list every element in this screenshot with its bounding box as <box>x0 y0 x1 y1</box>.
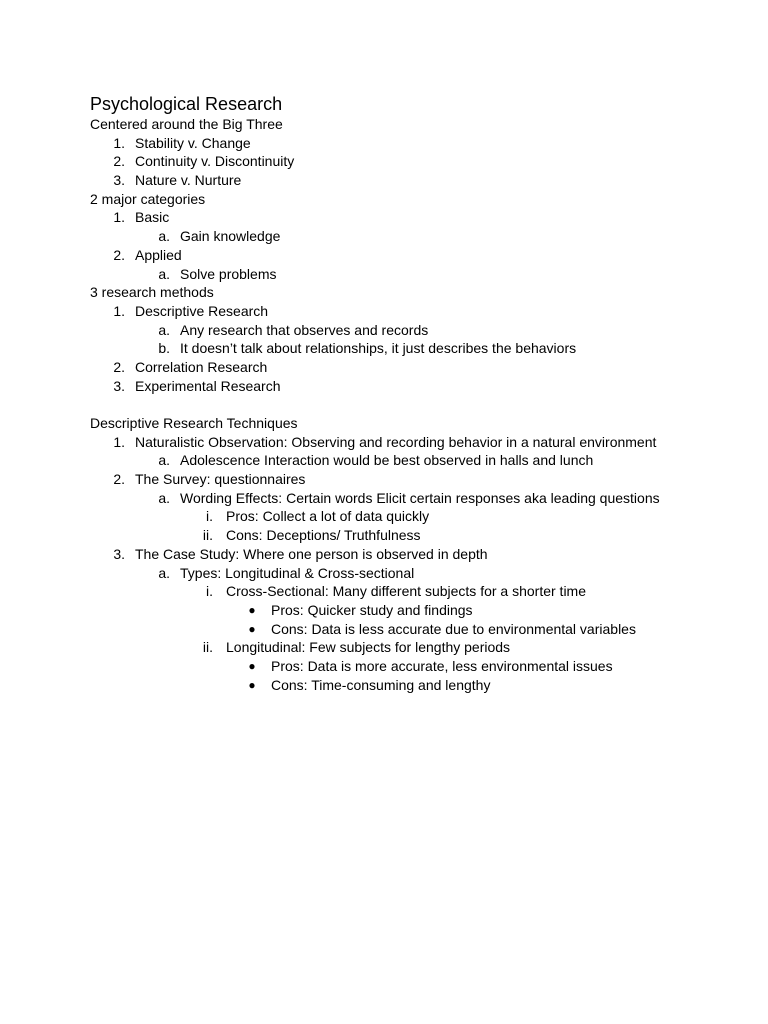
list-item-text: Any research that observes and records <box>180 321 429 338</box>
list-item-text: Continuity v. Discontinuity <box>135 153 295 170</box>
list-item-text: Cons: Data is less accurate due to environmental variables <box>271 620 636 637</box>
section-heading: Centered around the Big Three <box>90 116 283 132</box>
list-item <box>90 433 730 452</box>
list-item-text: Applied <box>135 246 182 263</box>
list-item-text: Experimental Research <box>135 377 281 394</box>
list-item <box>90 302 730 321</box>
list-item-text: Pros: Data is more accurate, less environmental issues <box>271 657 613 674</box>
list-item <box>90 246 730 265</box>
list-item <box>90 620 730 639</box>
list-item <box>90 208 730 227</box>
list-marker: 1. <box>113 302 125 319</box>
list-item <box>90 377 730 396</box>
list-marker: a. <box>158 489 170 506</box>
list-marker: i. <box>206 508 213 525</box>
list-marker: b. <box>158 340 170 357</box>
list-item <box>90 171 730 190</box>
list-item <box>90 545 730 564</box>
bullet-marker: ● <box>248 658 256 673</box>
list-item-text: Adolescence Interaction would be best observed in halls and lunch <box>180 452 594 469</box>
list-item-text: Cons: Deceptions/ Truthfulness <box>226 527 421 544</box>
list-marker: ii. <box>202 527 213 544</box>
list-item-text: Longitudinal: Few subjects for lengthy periods <box>226 639 511 656</box>
list-item-text: Basic <box>135 209 170 226</box>
list-item-text: The Case Study: Where one person is observed in depth <box>135 545 488 562</box>
list-item <box>90 152 730 171</box>
list-item <box>90 507 730 526</box>
document-title: Psychological Research <box>90 94 283 114</box>
list-marker: 1. <box>113 209 125 226</box>
list-marker: i. <box>206 583 213 600</box>
list-marker: 3. <box>113 377 125 394</box>
list-marker: 2. <box>113 471 125 488</box>
list-item-text: Cross-Sectional: Many different subjects for a shorter time <box>226 583 587 600</box>
list-item-text: Wording Effects: Certain words Elicit certain responses aka leading questions <box>180 489 660 506</box>
list-item-text: Solve problems <box>180 265 277 282</box>
list-marker: 1. <box>113 433 125 450</box>
list-item <box>90 358 730 377</box>
list-marker: 3. <box>113 545 125 562</box>
list-marker: 2. <box>113 246 125 263</box>
list-item-text: Cons: Time-consuming and lengthy <box>271 676 491 693</box>
list-item <box>90 526 730 545</box>
list-marker: a. <box>158 228 170 245</box>
list-item <box>90 339 730 358</box>
list-item <box>90 582 730 601</box>
document-page <box>90 93 730 694</box>
list-item-text: It doesn’t talk about relationships, it just describes the behaviors <box>180 340 577 357</box>
list-item <box>90 676 730 695</box>
list-item <box>90 601 730 620</box>
blank-line <box>90 395 730 414</box>
list-item-text: Naturalistic Observation: Observing and recording behavior in a natural environment <box>135 433 657 450</box>
list-item <box>90 134 730 153</box>
bullet-marker: ● <box>248 677 256 692</box>
list-item-text: Pros: Quicker study and findings <box>271 601 473 618</box>
list-item <box>90 657 730 676</box>
list-marker: 2. <box>113 153 125 170</box>
section-heading: 3 research methods <box>90 284 214 301</box>
list-item-text: Correlation Research <box>135 358 268 375</box>
list-item-text: Pros: Collect a lot of data quickly <box>226 508 430 525</box>
list-item <box>90 227 730 246</box>
list-item <box>90 564 730 583</box>
list-marker: 1. <box>113 134 125 151</box>
list-item <box>90 489 730 508</box>
list-item <box>90 470 730 489</box>
list-marker: 3. <box>113 172 125 189</box>
list-item <box>90 321 730 340</box>
section-heading: Descriptive Research Techniques <box>90 415 298 431</box>
list-item <box>90 265 730 284</box>
list-item-text: Gain knowledge <box>180 228 281 245</box>
list-item-text: Stability v. Change <box>135 134 251 151</box>
bullet-marker: ● <box>248 602 256 617</box>
section-heading: 2 major categories <box>90 190 206 207</box>
list-item-text: Nature v. Nurture <box>135 172 242 189</box>
list-marker: a. <box>158 564 170 581</box>
list-marker: a. <box>158 265 170 282</box>
list-item <box>90 638 730 657</box>
list-marker: a. <box>158 452 170 469</box>
bullet-marker: ● <box>248 621 256 636</box>
list-marker: ii. <box>202 639 213 656</box>
list-marker: 2. <box>113 358 125 375</box>
list-item <box>90 451 730 470</box>
list-marker: a. <box>158 321 170 338</box>
list-item-text: Types: Longitudinal & Cross-sectional <box>180 564 415 581</box>
list-item-text: The Survey: questionnaires <box>135 471 306 488</box>
list-item-text: Descriptive Research <box>135 302 269 319</box>
outline-list <box>90 115 730 694</box>
